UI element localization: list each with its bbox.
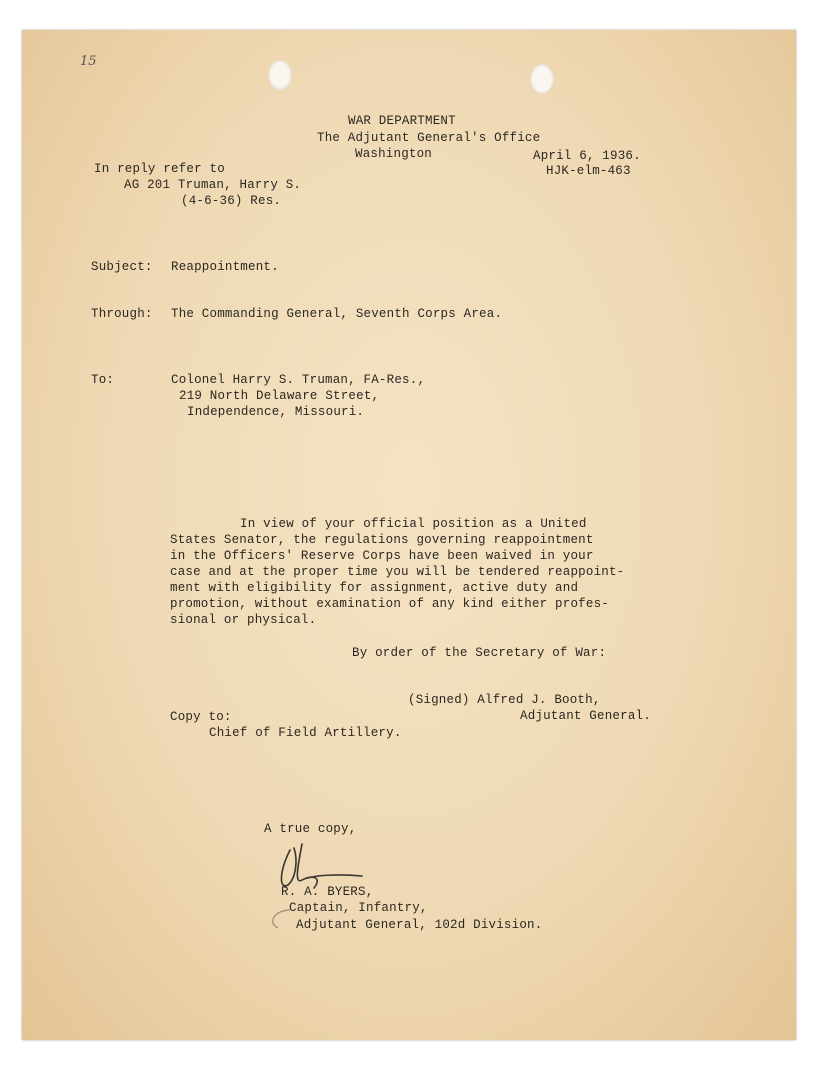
reference-code: HJK-elm-463 [546, 164, 631, 178]
to-line-2: 219 North Delaware Street, [179, 389, 380, 403]
body-line: States Senator, the regulations governing reappointment [170, 533, 594, 547]
letter-date: April 6, 1936. [533, 149, 641, 163]
office-heading: The Adjutant General's Office [317, 131, 541, 145]
reply-line-2: AG 201 Truman, Harry S. [124, 178, 302, 192]
body-line: ment with eligibility for assignment, active duty and [170, 581, 579, 595]
body-line: promotion, without examination of any kind either profes- [170, 597, 609, 611]
body-line: sional or physical. [170, 613, 317, 627]
subject-label: Subject: [91, 260, 153, 274]
certifier-name: R. A. BYERS, [281, 885, 374, 899]
punch-hole-right [530, 64, 554, 94]
body-line: in the Officers' Reserve Corps have been waived in your [170, 549, 594, 563]
body-line: case and at the proper time you will be tendered reappoint- [170, 565, 625, 579]
to-label: To: [91, 373, 115, 387]
reply-line-3: (4-6-36) Res. [181, 194, 282, 208]
copy-label: Copy to: [170, 710, 232, 724]
certifier-rank: Captain, Infantry, [289, 901, 428, 915]
true-copy-line: A true copy, [264, 822, 357, 836]
through-value: The Commanding General, Seventh Corps Area. [171, 307, 503, 321]
city-heading: Washington [355, 147, 433, 161]
body-line: In view of your official position as a United [240, 517, 587, 531]
department-heading: WAR DEPARTMENT [348, 114, 456, 128]
signer-title: Adjutant General. [520, 709, 651, 723]
subject-value: Reappointment. [171, 260, 279, 274]
reply-line-1: In reply refer to [94, 162, 225, 176]
copy-recipient: Chief of Field Artillery. [209, 726, 402, 740]
certifier-position: Adjutant General, 102d Division. [296, 918, 543, 932]
signed-line: (Signed) Alfred J. Booth, [408, 693, 601, 707]
punch-hole-left [268, 60, 292, 90]
page-number-note: 15 [80, 54, 97, 69]
to-line-1: Colonel Harry S. Truman, FA-Res., [171, 373, 426, 387]
to-line-3: Independence, Missouri. [187, 405, 365, 419]
order-line: By order of the Secretary of War: [352, 646, 607, 660]
through-label: Through: [91, 307, 153, 321]
